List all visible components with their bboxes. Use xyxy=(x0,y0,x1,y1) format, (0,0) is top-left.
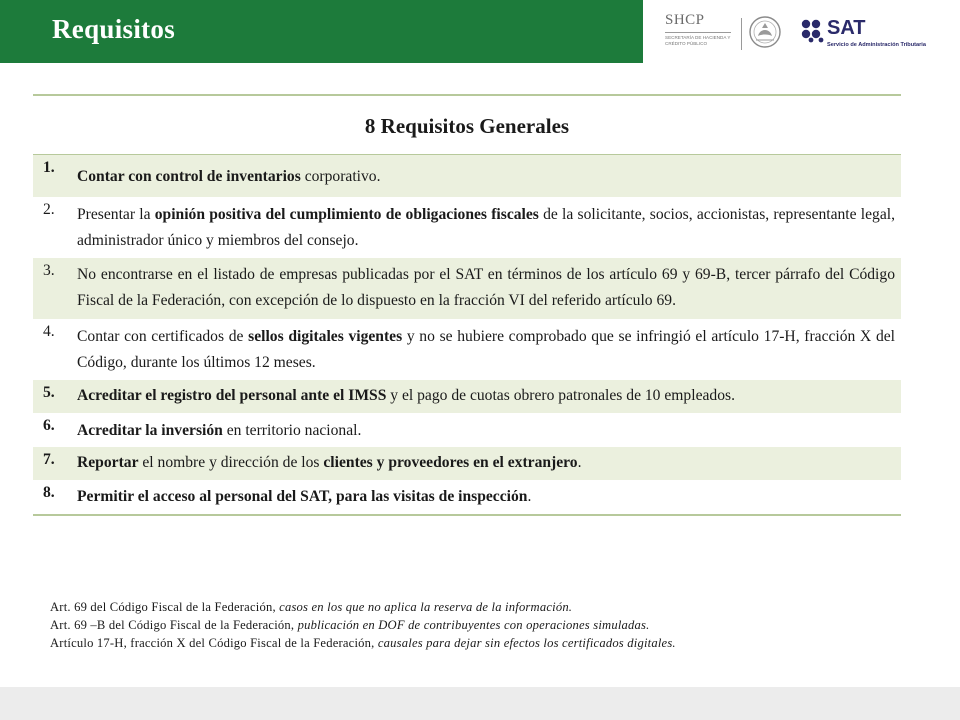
logo-divider xyxy=(741,18,742,50)
row-text: Acreditar el registro del personal ante el IMSS y el pago de cuotas obrero patronales de 10 empleados. xyxy=(77,387,735,404)
sat-logo xyxy=(801,18,951,54)
row-text: Acreditar la inversión en territorio nacional. xyxy=(77,422,362,439)
requirement-row xyxy=(33,197,901,258)
row-number: 7. xyxy=(43,451,55,468)
requirement-row xyxy=(33,258,901,319)
shcp-logo-rule xyxy=(665,32,731,33)
requirement-row xyxy=(33,480,901,514)
table-bottom-rule xyxy=(33,514,901,516)
shcp-logo-subtitle: SECRETARÍA DE HACIENDA Y CRÉDITO PÚBLICO xyxy=(665,35,731,46)
title-bar xyxy=(0,0,643,63)
row-number: 1. xyxy=(43,159,55,176)
row-text: No encontrarse en el listado de empresas publicadas por el SAT en términos de los artículo 69 y 69-B, tercer párrafo del Código Fiscal de la Federación, con excepción de lo dispuesto en la fracción VI del referido artículo 69. xyxy=(77,266,895,309)
footnote: Artículo 17-H, fracción X del Código Fiscal de la Federación, causales para dejar sin efectos los certificados digitales. xyxy=(50,636,676,650)
sat-logo-text: SAT xyxy=(827,17,866,39)
row-text: Reportar el nombre y dirección de los clientes y proveedores en el extranjero. xyxy=(77,454,582,471)
sat-dots-icon xyxy=(801,19,825,43)
row-text: Presentar la opinión positiva del cumplimiento de obligaciones fiscales de la solicitante, socios, accionistas, representante legal, administrador único y miembros del consejo. xyxy=(77,206,895,249)
footer-band xyxy=(0,687,960,720)
requirement-row xyxy=(33,380,901,413)
sat-logo-subtitle: Servicio de Administración Tributaria xyxy=(827,42,926,48)
header-logos xyxy=(655,8,955,60)
footnotes xyxy=(50,598,870,652)
row-text: Permitir el acceso al personal del SAT, para las visitas de inspección. xyxy=(77,488,532,505)
requirements-table xyxy=(33,94,901,516)
row-number: 4. xyxy=(43,323,55,340)
footnote: Art. 69 del Código Fiscal de la Federación, casos en los que no aplica la reserva de la información. xyxy=(50,600,573,614)
national-seal-icon xyxy=(747,14,783,54)
requirement-row xyxy=(33,447,901,480)
table-title: 8 Requisitos Generales xyxy=(33,96,901,155)
shcp-logo-text: SHCP xyxy=(665,12,705,28)
row-number: 6. xyxy=(43,417,55,434)
footnote: Art. 69 –B del Código Fiscal de la Federación, publicación en DOF de contribuyentes con operaciones simuladas. xyxy=(50,618,650,632)
requirement-row xyxy=(33,155,901,197)
row-text: Contar con control de inventarios corporativo. xyxy=(77,168,381,185)
row-number: 2. xyxy=(43,201,55,218)
row-text: Contar con certificados de sellos digitales vigentes y no se hubiere comprobado que se infringió el artículo 17-H, fracción X del Código, durante los últimos 12 meses. xyxy=(77,328,896,371)
row-number: 5. xyxy=(43,384,55,401)
row-number: 3. xyxy=(43,262,55,279)
requirement-row xyxy=(33,413,901,447)
shcp-logo xyxy=(665,12,735,56)
page-title: Requisitos xyxy=(52,14,176,44)
requirement-row xyxy=(33,319,901,380)
row-number: 8. xyxy=(43,484,55,501)
